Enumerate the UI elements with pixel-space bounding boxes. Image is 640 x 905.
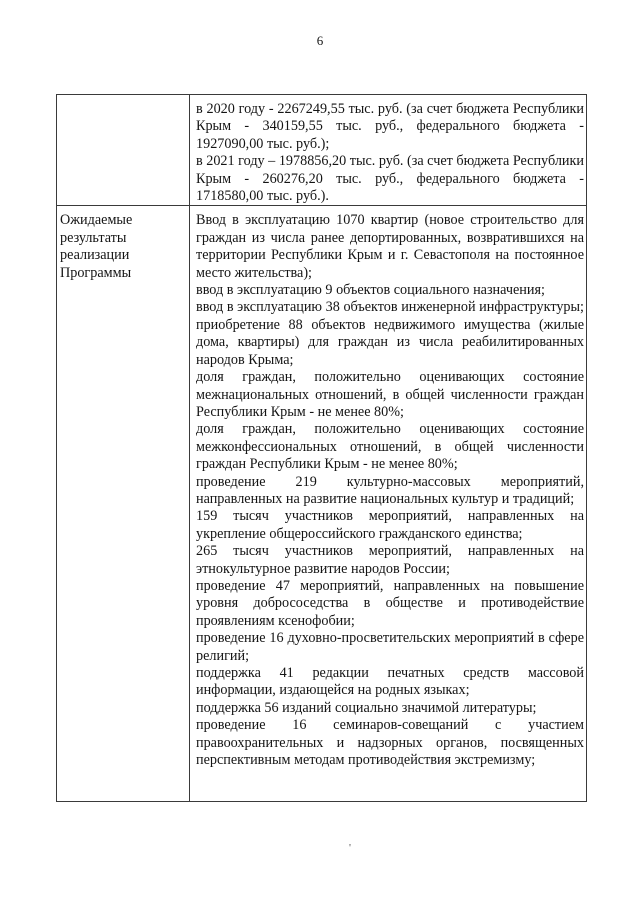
passport-table [56, 94, 587, 802]
result-item: ввод в эксплуатацию 9 объектов социального назначения; [196, 282, 545, 299]
result-item: поддержка 56 изданий социально значимой литературы; [196, 699, 537, 716]
table-row-results [57, 206, 587, 802]
results-value-cell [190, 206, 587, 802]
result-item: доля граждан, положительно оценивающих состояние межнациональных отношений, в общей численности граждан Республики Крым - не менее 80%; [196, 369, 584, 420]
result-item: проведение 219 культурно-массовых мероприятий, направленных на развитие национальных культур и традиций; [196, 473, 584, 507]
result-item: доля граждан, положительно оценивающих состояние межконфессиональных отношений, в общей численности граждан Республики Крым - не менее 80%; [196, 421, 584, 473]
table-row-financing [57, 95, 587, 206]
financing-label-cell [57, 95, 190, 206]
stray-mark: ' [349, 842, 351, 854]
result-item: проведение 47 мероприятий, направленных на повышение уровня добрососедства в обществе и противодействие проявлениям ксенофобии; [196, 577, 584, 629]
results-label-cell [57, 206, 190, 802]
result-item: поддержка 41 редакции печатных средств массовой информации, издающейся на родных языках; [196, 665, 584, 699]
result-item: Ввод в эксплуатацию 1070 квартир (новое строительство для граждан из числа ранее депортированных, возвратившихся на территории Республики Крым и г. Севастополя на постоянное место жительства); [196, 212, 584, 281]
result-item: приобретение 88 объектов недвижимого имущества (жилые дома, квартиры) для граждан из числа реабилитированных народов Крыма; [196, 316, 584, 368]
financing-2021: в 2021 году – 1978856,20 тыс. руб. (за счет бюджета Республики Крым - 260276,20 тыс. руб., федерального бюджета - 1718580,00 тыс. руб.). [196, 153, 584, 205]
result-item: проведение 16 семинаров-совещаний с участием правоохранительных и надзорных органов, посвященных перспективным методам противодействия экстремизму; [196, 717, 584, 769]
financing-2020: в 2020 году - 2267249,55 тыс. руб. (за счет бюджета Республики Крым - 340159,55 тыс. руб., федерального бюджета - 1927090,00 тыс. руб.); [196, 101, 584, 152]
results-label: Ожидаемые результаты реализации Программы [60, 212, 133, 281]
result-item: 159 тысяч участников мероприятий, направленных на укрепление общероссийского гражданского единства; [196, 508, 584, 542]
result-item: 265 тысяч участников мероприятий, направленных на этнокультурное развитие народов России; [196, 543, 584, 577]
financing-value-cell [190, 95, 587, 206]
result-item: ввод в эксплуатацию 38 объектов инженерной инфраструктуры; [196, 299, 584, 316]
result-item: проведение 16 духовно-просветительских мероприятий в сфере религий; [196, 630, 584, 664]
page-number: 6 [316, 33, 324, 48]
